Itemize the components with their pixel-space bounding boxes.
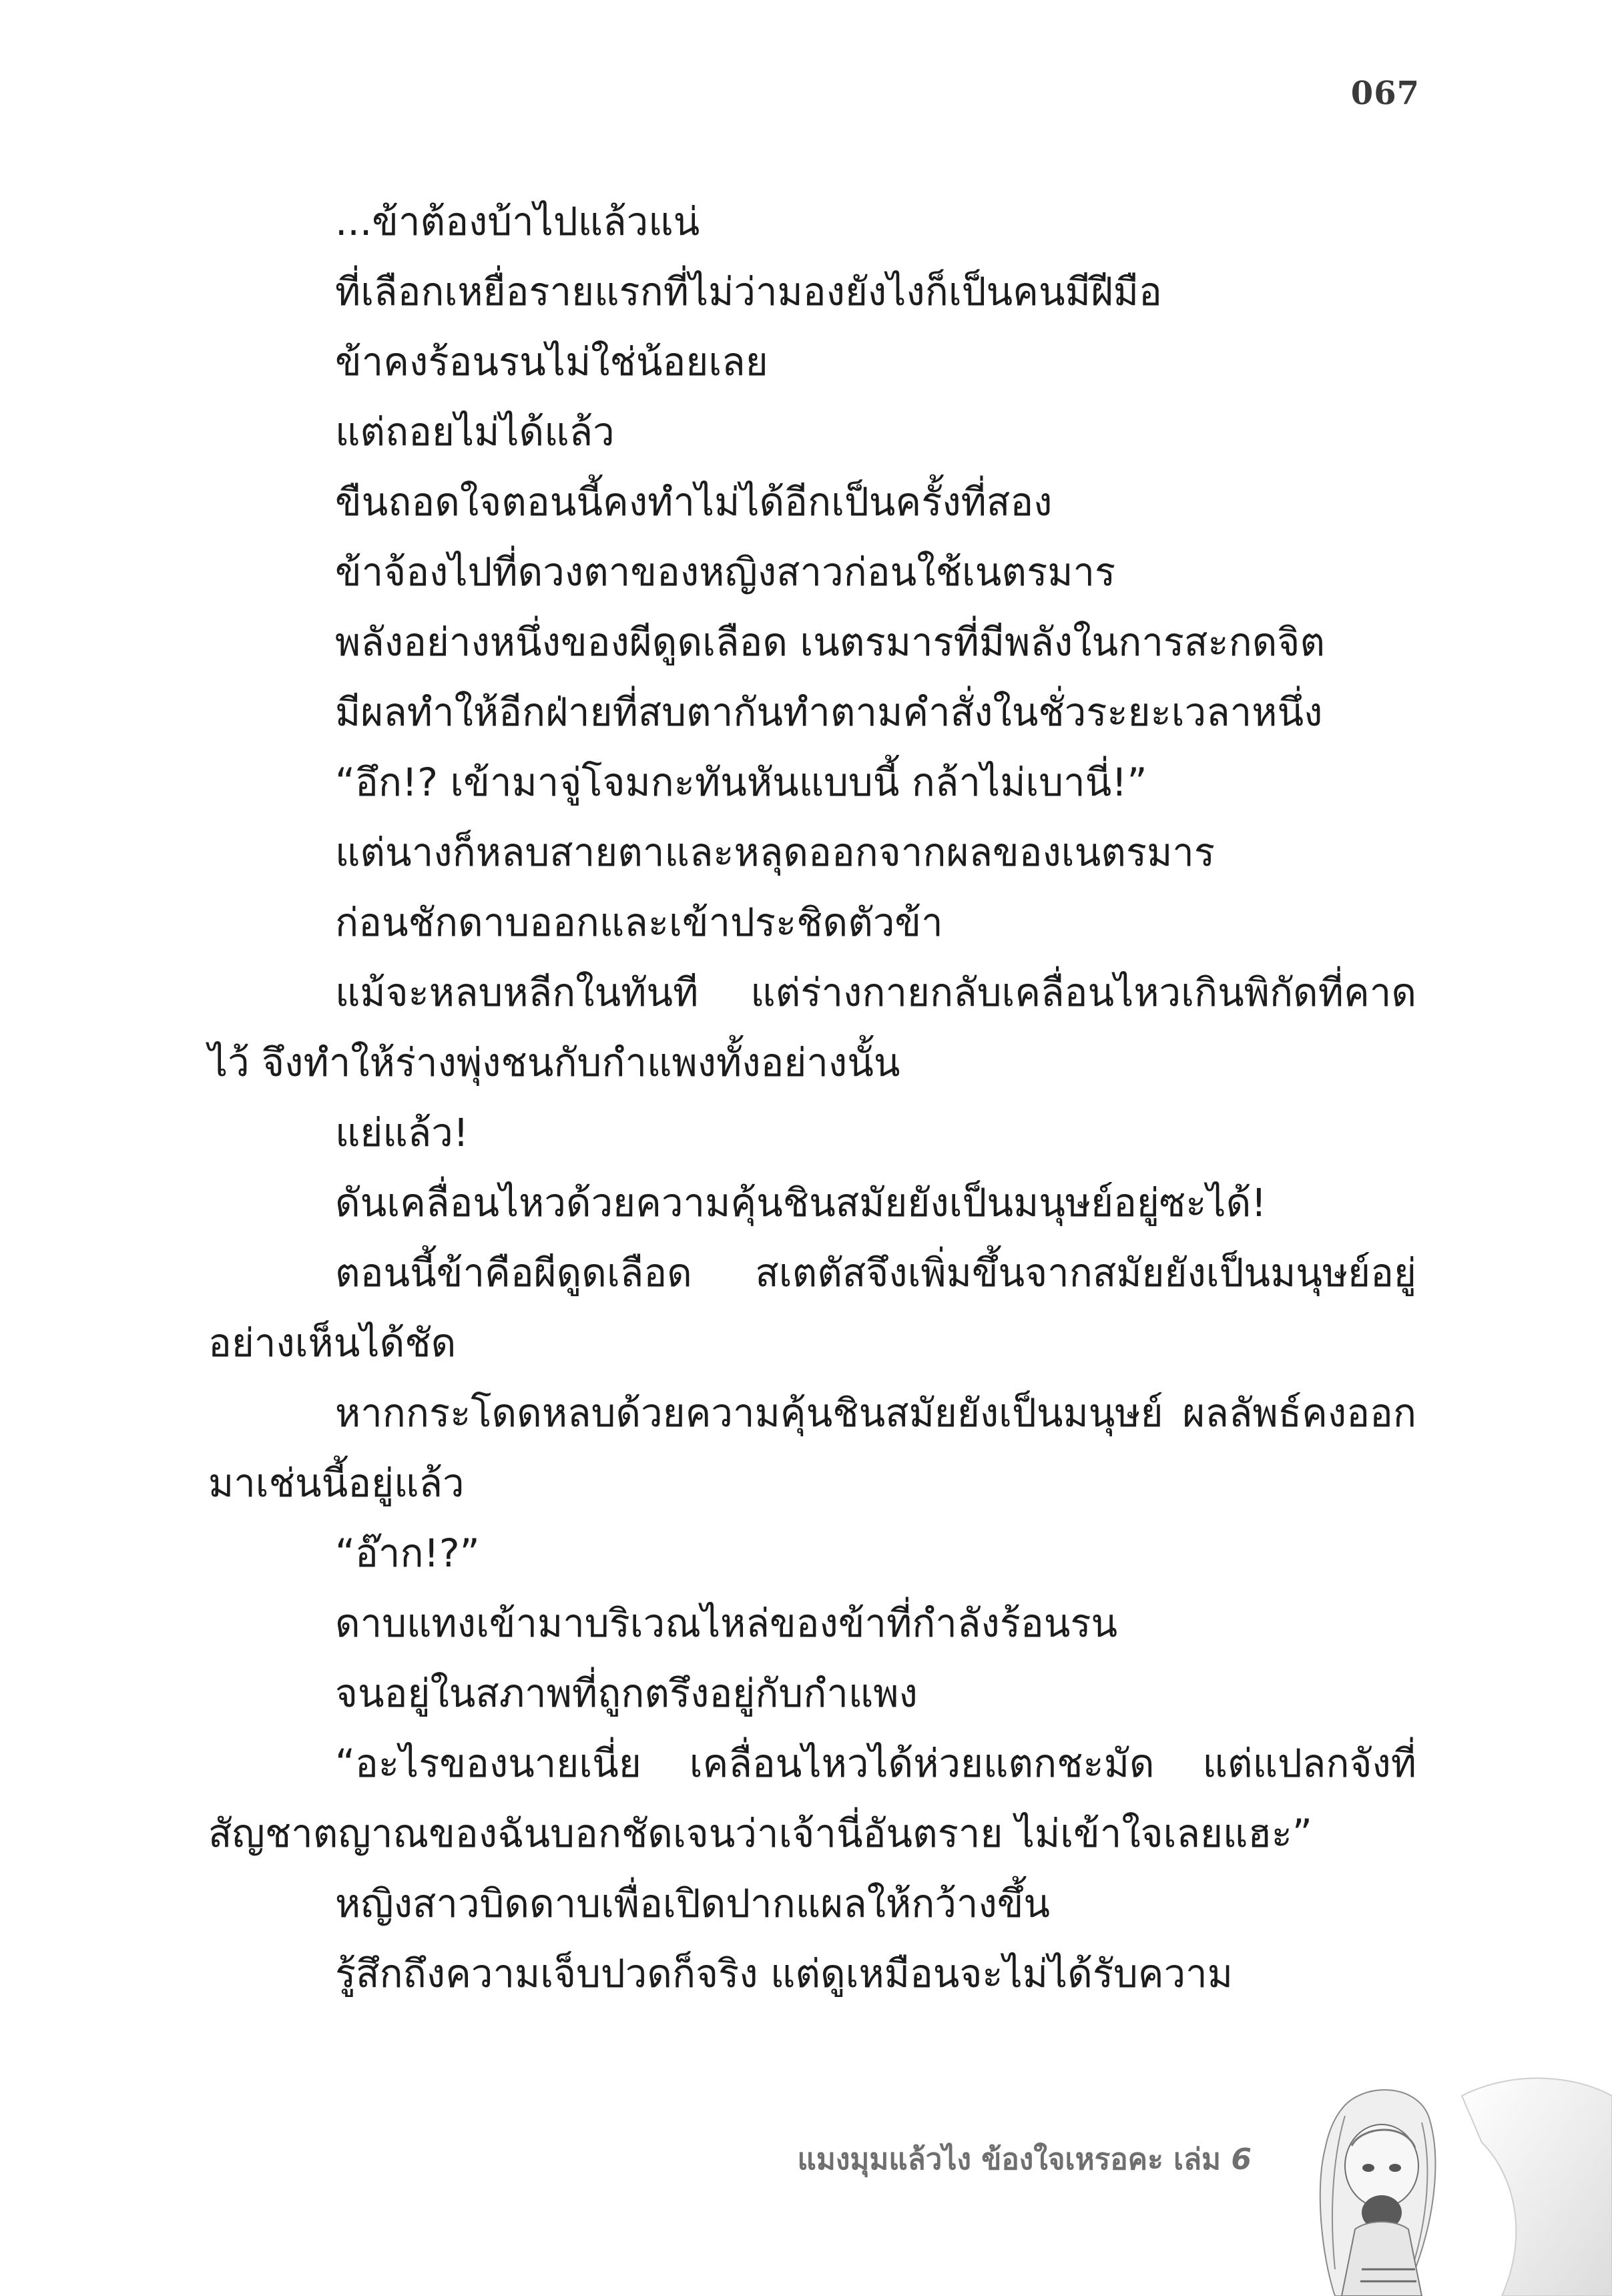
paragraph: ตอนนี้ข้าคือผีดูดเลือด สเตตัสจึงเพิ่มขึ้นจากสมัยยังเป็นมนุษย์อยู่อย่างเห็นได้ชัด xyxy=(208,1250,1416,1366)
paragraph: “อึก!? เข้ามาจู่โจมกะทันหันแบบนี้ กล้าไม่เบานี่!” xyxy=(335,760,1147,805)
paragraph: ...ข้าต้องบ้าไปแล้วแน่ xyxy=(335,199,700,244)
paragraph: ข้าจ้องไปที่ดวงตาของหญิงสาวก่อนใช้เนตรมาร xyxy=(335,549,1116,595)
paragraph: มีผลทำให้อีกฝ่ายที่สบตากันทำตามคำสั่งในชั่วระยะเวลาหนึ่ง xyxy=(335,689,1323,735)
paragraph: แต่ถอยไม่ได้แล้ว xyxy=(335,409,615,455)
paragraph: ดาบแทงเข้ามาบริเวณไหล่ของข้าที่กำลังร้อนรน xyxy=(335,1601,1118,1646)
paragraph: ขืนถอดใจตอนนี้คงทำไม่ได้อีกเป็นครั้งที่สอง xyxy=(335,479,1053,525)
running-footer xyxy=(797,2136,1252,2183)
paragraph: แย่แล้ว! xyxy=(335,1110,469,1155)
character-illustration xyxy=(1262,2069,1612,2296)
paragraph: พลังอย่างหนึ่งของผีดูดเลือด เนตรมารที่มีพลังในการสะกดจิต xyxy=(335,619,1326,665)
paragraph: หากกระโดดหลบด้วยความคุ้นชินสมัยยังเป็นมนุษย์ ผลลัพธ์คงออกมาเช่นนี้อยู่แล้ว xyxy=(208,1390,1416,1506)
paragraph: ก่อนชักดาบออกและเข้าประชิดตัวข้า xyxy=(335,900,943,945)
book-title: แมงมุมแล้วไง ข้องใจเหรอคะ เล่ม xyxy=(797,2142,1222,2177)
paragraph: แต่นางก็หลบสายตาและหลุดออกจากผลของเนตรมาร xyxy=(335,830,1216,875)
paragraph: ที่เลือกเหยื่อรายแรกที่ไม่ว่ามองยังไงก็เป็นคนมีฝีมือ xyxy=(335,269,1162,314)
volume-number: 6 xyxy=(1231,2142,1252,2177)
paragraph: “อ๊าก!?” xyxy=(335,1530,480,1576)
paragraph: แม้จะหลบหลีกในทันที แต่ร่างกายกลับเคลื่อนไหวเกินพิกัดที่คาดไว้ จึงทำให้ร่างพุ่งชนกับกำแพงทั้งอย่างนั้น xyxy=(208,970,1416,1085)
paragraph: ข้าคงร้อนรนไม่ใช่น้อยเลย xyxy=(335,339,768,384)
page-number: 067 xyxy=(1350,75,1420,112)
paragraph: “อะไรของนายเนี่ย เคลื่อนไหวได้ห่วยแตกชะมัด แต่แปลกจังที่สัญชาตญาณของฉันบอกชัดเจนว่าเจ้านี่อันตราย ไม่เข้าใจเลยแฮะ” xyxy=(208,1741,1416,1856)
body-text xyxy=(208,187,1416,2009)
paragraph: จนอยู่ในสภาพที่ถูกตรึงอยู่กับกำแพง xyxy=(335,1671,918,1716)
paragraph: หญิงสาวบิดดาบเพื่อเปิดปากแผลให้กว้างขึ้น xyxy=(335,1881,1051,1926)
paragraph: ดันเคลื่อนไหวด้วยความคุ้นชินสมัยยังเป็นมนุษย์อยู่ซะได้! xyxy=(335,1180,1267,1225)
paragraph: รู้สึกถึงความเจ็บปวดก็จริง แต่ดูเหมือนจะไม่ได้รับความ xyxy=(335,1951,1233,1996)
